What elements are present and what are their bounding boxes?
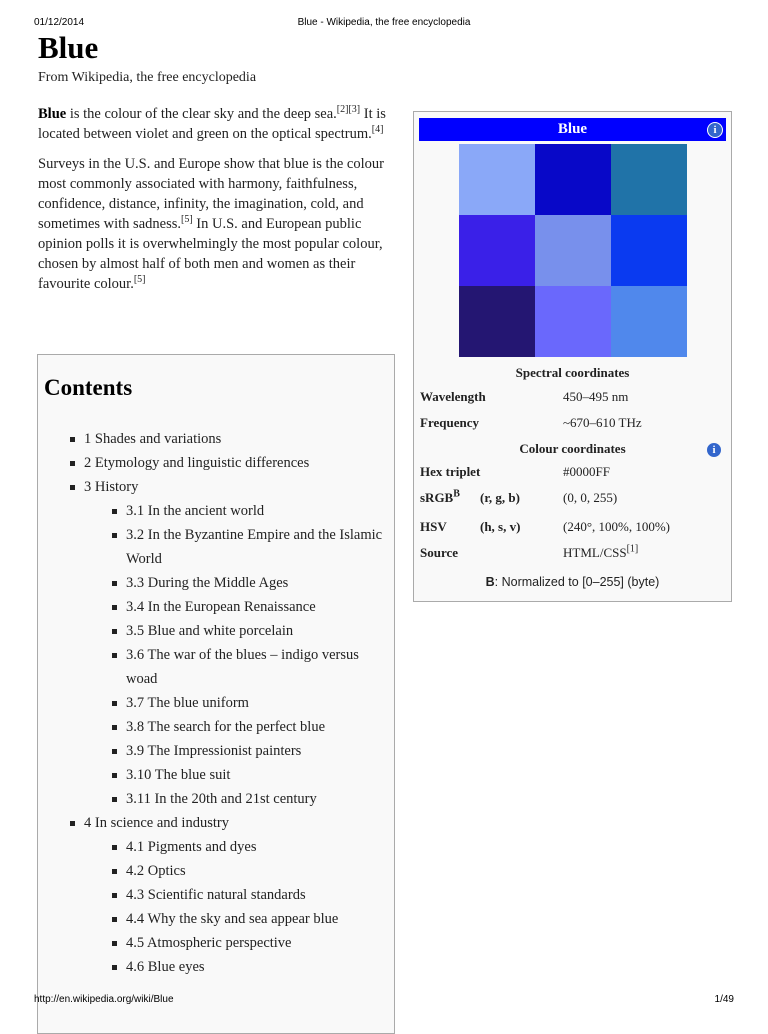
bullet-icon [112,941,117,946]
intro-paragraph-2 [38,154,394,294]
print-date: 01/12/2014 [34,17,85,28]
note-text: : Normalized to [0–255] (byte) [494,575,660,589]
bullet-icon [112,581,117,586]
toc-item[interactable] [70,427,390,451]
srgb-subscript: (r, g, b) [480,490,520,505]
print-doc-title: Blue - Wikipedia, the free encyclopedia [297,17,471,28]
colour-swatch [535,286,611,357]
ref-link[interactable]: [5] [133,274,146,286]
toc-item[interactable] [70,619,390,643]
hex-row [420,464,725,484]
toc-item-label[interactable]: 3.10 The blue suit [126,767,231,783]
p2-text-1: Surveys in the U.S. and Europe show that blue is the colour most commonly associated with harmony, faithfulness, confidence, distance, infinity, the imagination, cold, and sometimes with sadness. [38,156,384,232]
print-header [34,17,734,31]
intro-paragraph-1 [38,104,394,144]
toc-item-label[interactable]: 4.1 Pigments and dyes [126,839,257,855]
hex-label: Hex triplet [420,464,481,479]
source-value [563,545,638,561]
srgb-label [420,490,460,506]
toc-item[interactable] [70,451,390,475]
wavelength-value: 450–495 nm [563,389,629,404]
source-row [420,545,725,565]
page-title: Blue [38,30,99,65]
bullet-icon [112,869,117,874]
srgb-value: (0, 0, 255) [563,490,618,505]
toc-item-label[interactable]: 3.8 The search for the perfect blue [126,719,326,735]
infobox [413,111,732,602]
p1-text-1: is the colour of the clear sky and the deep sea. [66,106,337,122]
toc-heading: Contents [44,375,133,400]
hsv-label: HSV [420,519,447,534]
bullet-icon [70,461,75,466]
colour-swatch [611,215,687,286]
toc-item-label[interactable]: 3 History [84,479,139,495]
srgb-label-text: sRGB [420,490,454,505]
bullet-icon [112,533,117,538]
bullet-icon [112,749,117,754]
bullet-icon [112,653,117,658]
lead-term: Blue [38,106,67,122]
ref-link[interactable]: [2][3] [336,104,361,116]
toc-item[interactable] [70,739,390,763]
colour-swatch [459,286,535,357]
toc-item[interactable] [70,691,390,715]
toc-item[interactable] [70,643,390,691]
bullet-icon [112,629,117,634]
colour-swatch [535,215,611,286]
colour-swatch [459,215,535,286]
bullet-icon [70,485,75,490]
toc-item[interactable] [70,787,390,811]
hex-value: #0000FF [563,464,610,479]
frequency-row [420,415,725,435]
toc-item[interactable] [70,859,390,883]
bullet-icon [112,797,117,802]
toc-item-label[interactable]: 1 Shades and variations [84,431,222,447]
toc-item[interactable] [70,907,390,931]
wavelength-row [420,389,725,409]
colour-swatch [459,144,535,215]
toc-item-label[interactable]: 2 Etymology and linguistic differences [84,455,310,471]
page-subtitle: From Wikipedia, the free encyclopedia [38,70,257,85]
toc-item[interactable] [70,763,390,787]
spectral-coordinates-heading: Spectral coordinates [515,365,630,380]
toc-item-label[interactable]: 3.11 In the 20th and 21st century [126,791,317,807]
bullet-icon [112,509,117,514]
ref-link[interactable]: [4] [371,124,384,136]
bullet-icon [112,605,117,610]
colour-swatch [611,286,687,357]
toc-item[interactable] [70,475,390,499]
toc-item-label[interactable]: 4.3 Scientific natural standards [126,887,306,903]
toc-item-label[interactable]: 3.9 The Impressionist painters [126,743,302,759]
p2-text-2: In U.S. and European public opinion polls it is overwhelmingly the most popular colour, chosen by almost half of both men and women as their favourite colour. [38,216,383,292]
toc-item-label[interactable]: 3.1 In the ancient world [126,503,265,519]
bullet-icon [70,821,75,826]
bullet-icon [112,845,117,850]
toc-item[interactable] [70,883,390,907]
bullet-icon [70,437,75,442]
hsv-subscript: (h, s, v) [480,519,521,534]
hsv-row [420,519,725,539]
infobox-title [419,118,726,141]
colour-swatch-grid [459,144,687,358]
page-number: 1/49 [714,994,734,1005]
colour-swatch [535,144,611,215]
info-icon[interactable]: i [706,442,722,458]
note-marker: B [485,575,495,589]
source-label: Source [420,545,459,560]
toc-list [70,427,390,979]
toc-item-label[interactable]: 3.4 In the European Renaissance [126,599,316,615]
colour-swatch [611,144,687,215]
toc-item[interactable] [70,811,390,835]
srgb-row [420,490,725,510]
source-value-text[interactable]: HTML/CSS [563,545,627,560]
ref-link[interactable]: [1] [626,543,639,555]
toc-item-label[interactable]: 3.6 The war of the blues – indigo versus woad [126,647,359,687]
frequency-value: ~670–610 THz [563,415,642,430]
info-icon[interactable]: i [707,122,723,138]
page-url: http://en.wikipedia.org/wiki/Blue [34,994,174,1005]
bullet-icon [112,773,117,778]
toc-item-label[interactable]: 4.4 Why the sky and sea appear blue [126,911,339,927]
bullet-icon [112,917,117,922]
toc-item[interactable] [70,835,390,859]
toc-item[interactable] [70,715,390,739]
toc-item-label[interactable]: 3.7 The blue uniform [126,695,249,711]
table-of-contents [37,354,395,1034]
toc-item[interactable] [70,571,390,595]
frequency-label: Frequency [420,415,479,430]
ref-link[interactable]: [5] [180,214,193,226]
toc-item[interactable] [70,499,390,523]
toc-item-label[interactable]: 3.5 Blue and white porcelain [126,623,294,639]
bullet-icon [112,701,117,706]
normalization-note [414,575,731,589]
bullet-icon [112,725,117,730]
colour-coordinates-heading: Colour coordinates [519,441,626,456]
toc-item-label[interactable]: 4 In science and industry [84,815,229,831]
toc-item[interactable] [70,595,390,619]
toc-item-label[interactable]: 3.3 During the Middle Ages [126,575,289,591]
srgb-note-ref: B [453,488,460,500]
toc-item-label[interactable]: 4.2 Optics [126,863,186,879]
wavelength-label: Wavelength [420,389,486,404]
infobox-title-text: Blue [557,121,588,137]
toc-item[interactable] [70,955,390,979]
toc-item-label[interactable]: 3.2 In the Byzantine Empire and the Islamic World [126,527,383,567]
toc-item-label[interactable]: 4.5 Atmospheric perspective [126,935,292,951]
p1-text-2: It is located between violet and green on the optical spectrum. [38,106,386,142]
hsv-value: (240°, 100%, 100%) [563,519,671,534]
toc-item[interactable] [70,523,390,571]
intro-text [38,104,394,304]
print-footer [34,994,734,1008]
toc-item-label[interactable]: 4.6 Blue eyes [126,959,205,975]
toc-item[interactable] [70,931,390,955]
bullet-icon [112,893,117,898]
bullet-icon [112,965,117,970]
